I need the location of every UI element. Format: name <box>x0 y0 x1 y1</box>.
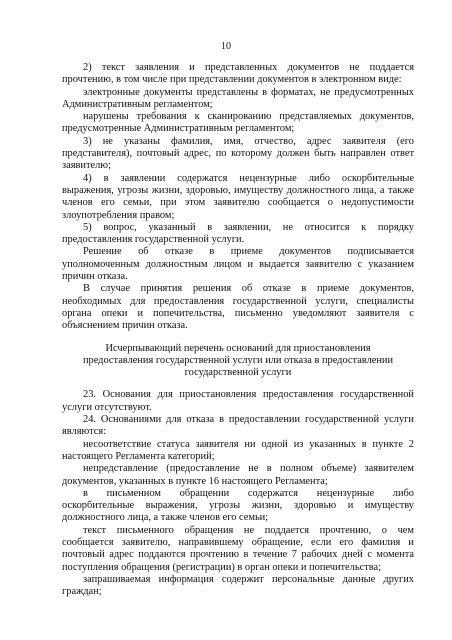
suspension-grounds-section <box>62 389 414 598</box>
text-line: Решение об отказе в приеме документов подписывается <box>83 246 414 258</box>
text-line: 2) текст заявления и представленных документов не поддается <box>83 62 414 73</box>
text-line: несоответствие статуса заявителя ни одной из указанных в пункте 2 <box>83 438 414 450</box>
text-line: в письменном обращении содержатся нецензурные либо <box>83 487 414 499</box>
paragraph <box>62 463 414 488</box>
text-line: должностного лица, а также членов его семьи; <box>62 512 269 524</box>
refusal-grounds-section <box>62 62 414 333</box>
heading-line: государственной услуги <box>184 367 292 379</box>
heading-line: Исчерпывающий перечень оснований для приостановления <box>105 342 371 354</box>
text-line: прочтению, в том числе при представлении документов в электронном виде: <box>62 74 402 86</box>
text-line: уполномоченным должностным лицом и выдается заявителю с указанием <box>62 258 414 270</box>
paragraph <box>62 111 414 136</box>
paragraph <box>62 283 414 332</box>
text-line: 5) вопрос, указанный в заявлении, не относится к порядку <box>83 221 414 233</box>
text-line: 3) не указаны фамилия, имя, отчество, адрес заявителя (его <box>83 135 414 147</box>
page-number: 10 <box>221 41 231 52</box>
paragraph <box>62 488 414 525</box>
text-line: предусмотренные Административным регламентом; <box>62 123 295 135</box>
paragraph <box>62 136 414 173</box>
text-line: поступления обращения (регистрации) в орган опеки и попечительства; <box>62 561 382 573</box>
text-line: электронные документы представлены в форматах, не предусмотренных <box>83 86 414 98</box>
text-line: нарушены требования к сканированию представляемых документов, <box>83 111 414 123</box>
text-line: выражения, угрозы жизни, здоровью, имуществу должностного лица, а также <box>62 184 414 196</box>
paragraph <box>62 525 414 574</box>
text-line: почтовый адрес поддаются прочтению в течение 7 рабочих дней с момента <box>62 549 414 561</box>
paragraph <box>62 414 414 439</box>
text-line: являются: <box>62 426 107 438</box>
paragraph <box>62 439 414 464</box>
text-line: запрашиваемая информация содержит персональные данные других <box>83 573 414 585</box>
text-line: необходимых для предоставления государственной услуги, специалисты <box>62 295 414 307</box>
text-line: 23. Основания для приостановления предоставления государственной <box>83 389 414 401</box>
text-line: органа опеки и попечительства, письменно уведомляют заявителя с <box>62 307 414 319</box>
text-line: предоставления государственной услуги. <box>62 234 245 246</box>
paragraph <box>62 574 414 599</box>
text-line: представителя), почтовый адрес, по которому должен быть направлен ответ <box>62 148 414 160</box>
text-line: непредставление (предоставление не в полном объеме) заявителем <box>83 463 414 475</box>
text-line: граждан; <box>62 586 102 598</box>
paragraph <box>62 173 414 222</box>
text-line: текст письменного обращения не поддается прочтению, о чем <box>83 524 414 536</box>
heading-line: предоставления государственной услуги или отказа в предоставлении <box>82 354 394 366</box>
text-line: документов, указанных в пункте 16 настоящего Регламента; <box>62 475 328 487</box>
paragraph <box>62 62 414 87</box>
text-line: членов его семьи, при этом заявителю сообщается о недопустимости <box>62 197 414 209</box>
text-line: В случае принятия решения об отказе в приеме документов, <box>83 283 414 295</box>
text-line: объяснением причин отказа. <box>62 320 188 332</box>
text-line: 4) в заявлении содержатся нецензурные либо оскорбительные <box>83 172 414 184</box>
text-line: услуги отсутствуют. <box>62 401 152 413</box>
section-heading <box>62 343 414 380</box>
text-line: сообщается заявителю, направившему обращение, если его фамилия и <box>62 536 414 548</box>
paragraph <box>62 246 414 283</box>
text-line: Административным регламентом; <box>62 98 213 110</box>
text-line: 24. Основаниями для отказа в предоставлении государственной услуги <box>83 414 414 426</box>
text-line: оскорбительные выражения, угрозы жизни, здоровью и имуществу <box>62 500 414 512</box>
text-line: злоупотребления правом; <box>62 209 175 221</box>
document-body <box>62 62 414 598</box>
text-line: заявителю; <box>62 160 111 172</box>
paragraph <box>62 222 414 247</box>
text-line: причин отказа. <box>62 271 128 283</box>
paragraph <box>62 87 414 112</box>
text-line: настоящего Регламента категорий; <box>62 450 215 462</box>
paragraph <box>62 389 414 414</box>
